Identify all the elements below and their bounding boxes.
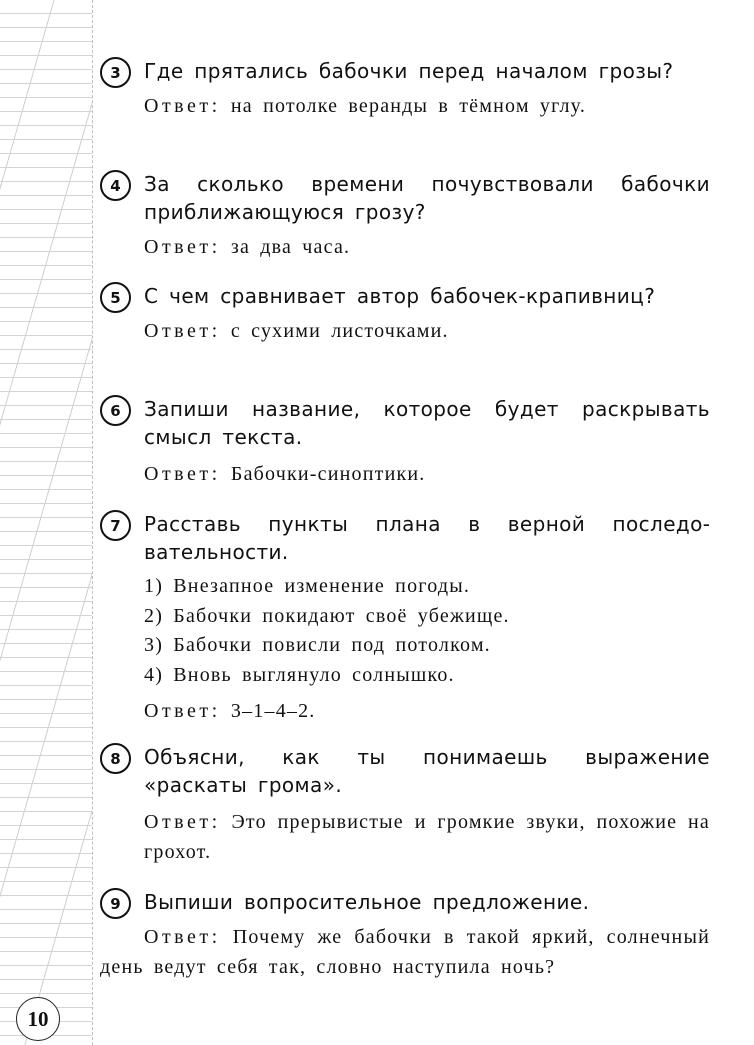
task-3 — [100, 57, 710, 121]
ruled-margin — [0, 0, 92, 1045]
task-list — [100, 0, 710, 1045]
answer-text: Почему же бабочки в такой яркий, солнечный день ведут себя так, словно наступила ночь? — [100, 926, 711, 978]
task-question: С чем сравнивает автор бабочек-крапивниц? — [144, 284, 656, 308]
task-number-badge: 3 — [100, 57, 131, 88]
plan-item: 4) Вновь выглянуло солнышко. — [144, 663, 455, 686]
task-number-badge: 4 — [100, 170, 131, 201]
answer-text: на потолке веранды в тёмном углу. — [230, 95, 587, 117]
task-question: Запиши название, которое будет раскрывать смысл текста. — [144, 397, 710, 449]
answer-label: Ответ: — [144, 320, 221, 342]
task-number-badge: 9 — [100, 888, 131, 919]
answer-label: Ответ: — [144, 700, 221, 722]
task-answer — [144, 696, 710, 726]
answer-label: Ответ: — [144, 811, 221, 833]
task-number-badge: 6 — [100, 395, 131, 426]
task-number-badge: 8 — [100, 743, 131, 774]
answer-text: за два часа. — [230, 236, 351, 258]
plan-item: 2) Бабочки покидают своё убежище. — [144, 604, 510, 627]
task-5 — [100, 282, 710, 346]
answer-label: Ответ: — [144, 236, 221, 258]
answer-label: Ответ: — [144, 926, 221, 948]
task-7 — [100, 510, 710, 726]
task-question: Расставь пункты плана в верной последовательности. — [144, 512, 710, 564]
answer-text: Это прерывистые и громкие звуки, похожие на грохот. — [144, 811, 711, 863]
answer-text: с сухими листочками. — [230, 320, 449, 342]
plan-list — [144, 572, 710, 690]
plan-item: 1) Внезапное изменение погоды. — [144, 575, 471, 597]
task-9 — [100, 888, 710, 982]
task-4 — [100, 170, 710, 262]
task-6 — [100, 395, 710, 489]
task-number-badge: 7 — [100, 510, 131, 541]
task-answer — [100, 922, 710, 982]
task-question: Где прятались бабочки перед началом грозы? — [144, 59, 674, 83]
page-number: 10 — [16, 997, 60, 1041]
task-answer — [144, 807, 710, 867]
answer-label: Ответ: — [144, 463, 221, 485]
task-question: Выпиши вопросительное предложение. — [144, 890, 590, 914]
task-answer — [144, 459, 710, 489]
task-question: За сколько времени почувствовали бабочки приближающуюся грозу? — [144, 172, 710, 224]
plan-item: 3) Бабочки повисли под потолком. — [144, 634, 491, 656]
answer-text: Бабочки-синоптики. — [230, 463, 426, 485]
answer-label: Ответ: — [144, 95, 221, 117]
answer-text: 3–1–4–2. — [230, 700, 316, 722]
margin-divider — [92, 0, 93, 1045]
task-question: Объясни, как ты понимаешь выражение «раскаты грома». — [144, 745, 710, 797]
task-8 — [100, 743, 710, 867]
task-answer — [144, 316, 710, 346]
task-answer — [144, 232, 710, 262]
task-number-badge: 5 — [100, 282, 131, 313]
task-answer — [144, 91, 710, 121]
